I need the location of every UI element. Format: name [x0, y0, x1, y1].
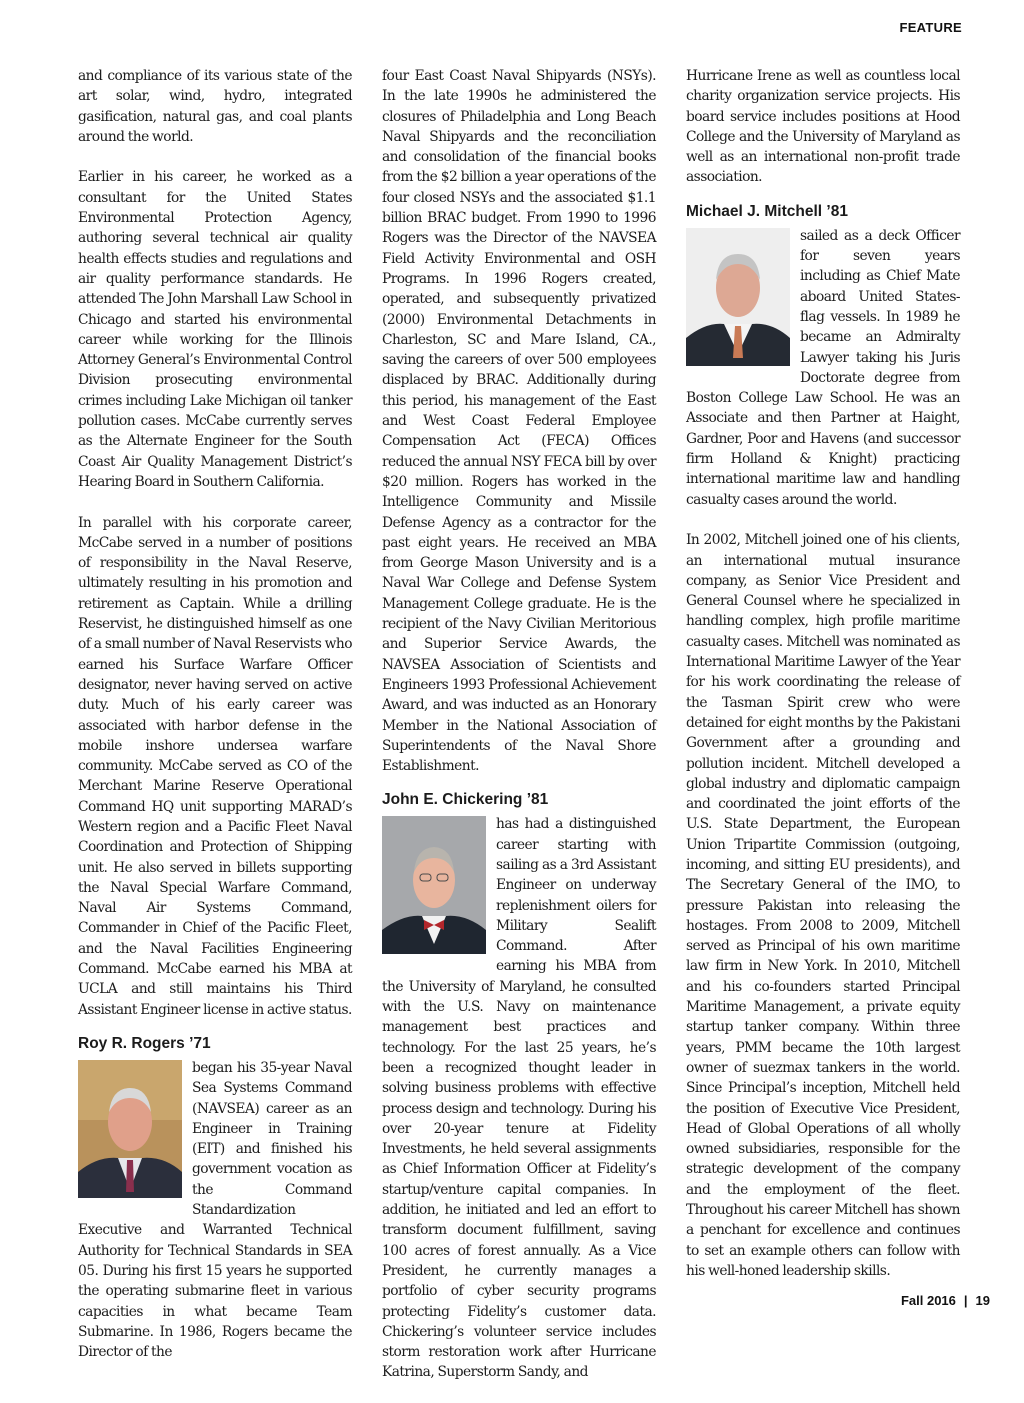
page-footer [901, 1293, 990, 1308]
portrait-photo-chickering [382, 816, 486, 954]
portrait-photo-mitchell [686, 228, 790, 366]
paragraph: began his 35-year Naval Sea Systems Command (NAVSEA) career as an Engineer in Training (EIT) and finished his government vocation as the Command Standardization Executive and Warranted Technical Authority for Technical Standards in SEA 05. During his first 15 years he supported the operating submarine fleet in various capacities in what became Team Submarine. In 1986, Rogers became the Director of the [78, 1059, 352, 1361]
portrait-photo-rogers [78, 1060, 182, 1198]
profile-heading-chickering: John E. Chickering ’81 [382, 791, 549, 809]
issue-label: Fall 2016 [900, 1293, 956, 1308]
article-column-2 [382, 66, 656, 1403]
footer-separator: | [963, 1293, 968, 1308]
article-column-3 [686, 66, 960, 1302]
paragraph: four East Coast Naval Shipyards (NSYs). In the late 1990s he administered the closures of Philadelphia and Long Beach Naval Shipyards and the reconciliation and consolidation of the financial books from the $2 billion a year operations of the four closed NSYs and the associated $1.1 billion BRAC budget. From 1990 to 1996 Rogers was the Director of the NAVSEA Field Activity Environmental and OSH Programs. In 1996 Rogers created, operated, and subsequently privatized (2000) Environmental Detachments in Charleston, SC and Mare Island, CA., saving the careers of over 500 employees displaced by BRAC. Additionally during this period, his management of the East and West Coast Federal Employee Compensation Act (FECA) Offices reduced the annual NSY FECA bill by over $20 million. Rogers has worked in the Intelligence Community and Missile Defense Agency as a contractor for the past eight years. He received an MBA from George Mason University and is a Naval War College and Defense System Management College graduate. He is the recipient of the Navy Civilian Meritorious and Superior Service Awards, the NAVSEA Association of Scientists and Engineers 1993 Professional Achievement Award, and was inducted as an Honorary Member in the National Association of Superintendents of the Naval Shore Establishment. [382, 68, 656, 775]
paragraph: Hurricane Irene as well as countless local charity organization service projects. His board service includes positions at Hood College and the University of Maryland as well as an international non-profit trade association. [686, 68, 960, 186]
paragraph: Earlier in his career, he worked as a consultant for the United States Environmental Protection Agency, authoring several technical air quality health effects studies and regulations and air quality performance standards. He attended The John Marshall Law School in Chicago and started his environmental career while working for the Illinois Attorney General’s Environmental Control Division prosecuting environmental crimes including Lake Michigan oil tanker pollution cases. McCabe currently serves as the Alternate Engineer for the South Coast Air Quality Management District’s Hearing Board in Southern California. [78, 169, 352, 490]
paragraph: and compliance of its various state of the art solar, wind, hydro, integrated gasification, natural gas, and coal plants around the world. [78, 68, 352, 145]
page-number: 19 [975, 1293, 990, 1308]
paragraph: has had a distinguished career starting with sailing as a 3rd Assistant Engineer on underway replenishment oilers for Military Sealift Command. After earning his MBA from the University of Maryland, he consulted with the U.S. Navy on maintenance management best practices and technology. For the last 25 years, he’s been a recognized thought leader in solving business problems with effective process design and technology. During his over 20-year tenure at Fidelity Investments, he held several assignments as Chief Information Officer at Fidelity’s startup/venture capital companies. In addition, he initiated and led an effort to transform document fulfillment, saving 100 acres of forest annually. As a Vice President, he currently manages a portfolio of cyber security programs protecting Fidelity’s customer data. Chickering’s volunteer service includes storm restoration work after Hurricane Katrina, Superstorm Sandy, and [382, 816, 656, 1381]
profile-heading-mitchell: Michael J. Mitchell ’81 [686, 202, 848, 220]
paragraph: In 2002, Mitchell joined one of his clients, an international mutual insurance company, as Senior Vice President and General Counsel where he specialized in handling complex, high profile maritime casualty cases. Mitchell was nominated as International Maritime Lawyer of the Year for his work coordinating the release of the Tasman Spirit crew who were detained for eight months by the Pakistani Government after a grounding and pollution incident. Mitchell developed a global industry and diplomatic campaign and coordinated the joint efforts of the U.S. State Department, the European Union Tripartite Commission (outgoing, incoming, and sitting EU presidents), and The Secretary General of the IMO, to pressure Pakistan into releasing the hostages. From 2008 to 2009, Mitchell served as Principal of his own maritime law firm in New York. In 2010, Mitchell and his co-founders started Principal Maritime Management, a private equity startup tanker company. Within three years, PMM became the 10th largest owner of suezmax tankers in the world. Since Principal’s inception, Mitchell held the position of Executive Vice President, Head of Global Operations of all wholly owned subsidiaries, responsible for the strategic development of the company and the employment of the fleet. Throughout his career Mitchell has shown a penchant for excellence and continues to set an example others can follow with his well-honed leadership skills. [686, 532, 960, 1279]
profile-heading-rogers: Roy R. Rogers ’71 [78, 1034, 211, 1052]
paragraph: sailed as a deck Officer for seven years including as Chief Mate aboard United States-flag vessels. In 1989 he became an Admiralty Lawyer taking his Juris Doctorate degree from Boston College Law School. He was an Associate and then Partner at Haight, Gardner, Poor and Havens (and successor firm Holland & Knight) practicing international maritime law and handling casualty cases around the world. [686, 227, 960, 508]
paragraph: In parallel with his corporate career, McCabe served in a number of positions of responsibility in the Naval Reserve, ultimately resulting in his promotion and retirement as Captain. While a drilling Reservist, he distinguished himself as one of a small number of Naval Reservists who earned his Surface Warfare Officer designator, never having served on active duty. Much of his early career was associated with harbor defense in the mobile inshore undersea warfare community. McCabe served as CO of the Merchant Marine Reserve Operational Command HQ unit supporting MARAD’s Western region and a Pacific Fleet Naval Coordination and Protection of Shipping unit. He also served in billets supporting the Naval Special Warfare Command, Naval Air Systems Command, Commander in Chief of the Pacific Fleet, and the Naval Facilities Engineering Command. McCabe earned his MBA at UCLA and still maintains his Third Assistant Engineer license in active status. [78, 514, 352, 1018]
article-column-1 [78, 66, 352, 1383]
section-label: FEATURE [899, 20, 962, 35]
